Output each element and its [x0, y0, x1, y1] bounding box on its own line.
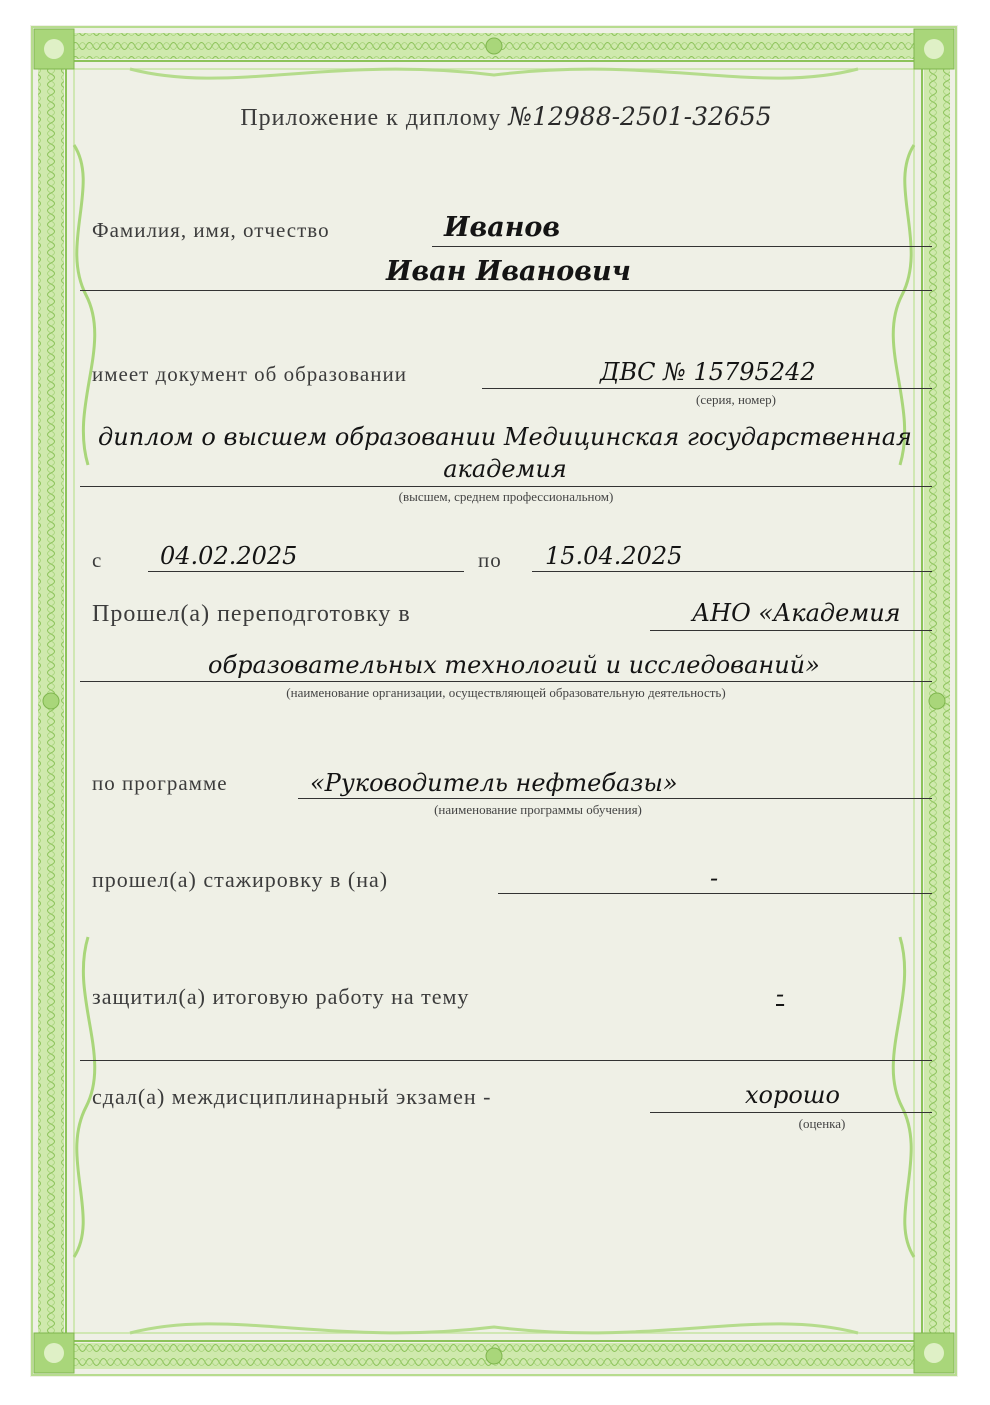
- date-from-line: [148, 571, 464, 572]
- organization-line1-line: [650, 630, 932, 631]
- education-doc-line: [482, 388, 932, 389]
- retraining-label: Прошел(а) переподготовку в: [92, 601, 411, 627]
- surname-value: Иванов: [444, 212, 561, 243]
- title-prefix: Приложение к диплому: [240, 105, 509, 131]
- final-work-value: -: [776, 980, 785, 1008]
- program-label: по программе: [92, 771, 228, 795]
- organization-hint: (наименование организации, осуществляющей образовательную деятельность): [286, 685, 726, 700]
- final-work-label: защитил(а) итоговую работу на тему: [92, 984, 470, 1009]
- internship-value: -: [710, 864, 719, 892]
- exam-label: сдал(а) междисциплинарный экзамен -: [92, 1084, 492, 1109]
- organization-line2: образовательных технологий и исследований»: [208, 651, 820, 679]
- from-label: с: [92, 548, 103, 572]
- exam-grade: хорошо: [745, 1081, 840, 1109]
- internship-label: прошел(а) стажировку в (на): [92, 867, 389, 892]
- education-doc-description: диплом о высшем образовании Медицинская государственная академия: [98, 423, 912, 483]
- diploma-number: №12988-2501-32655: [508, 102, 772, 131]
- to-label: по: [478, 548, 502, 572]
- date-from-value: 04.02.2025: [160, 542, 298, 570]
- fio-label: Фамилия, имя, отчество: [92, 218, 330, 242]
- final-work-line: [80, 1060, 932, 1061]
- internship-line: [498, 893, 932, 894]
- date-to-value: 15.04.2025: [545, 542, 683, 570]
- program-hint: (наименование программы обучения): [434, 802, 642, 817]
- education-description-line: [80, 486, 932, 487]
- exam-hint: (оценка): [798, 1116, 846, 1131]
- name-patronymic-value: Иван Иванович: [386, 256, 631, 287]
- education-doc-label: имеет документ об образовании: [92, 362, 407, 386]
- organization-line2-line: [80, 681, 932, 682]
- surname-line: [432, 246, 932, 247]
- education-doc-number: ДВС № 15795242: [600, 358, 816, 386]
- name-line: [80, 290, 932, 291]
- supplement-title: [0, 102, 990, 132]
- date-to-line: [532, 571, 932, 572]
- education-doc-hint: (серия, номер): [696, 392, 776, 407]
- education-level-hint: (высшем, среднем профессиональном): [398, 489, 614, 504]
- program-line: [298, 798, 932, 799]
- program-name: «Руководитель нефтебазы»: [310, 769, 678, 797]
- organization-line1: АНО «Академия: [692, 599, 901, 627]
- exam-line: [650, 1112, 932, 1113]
